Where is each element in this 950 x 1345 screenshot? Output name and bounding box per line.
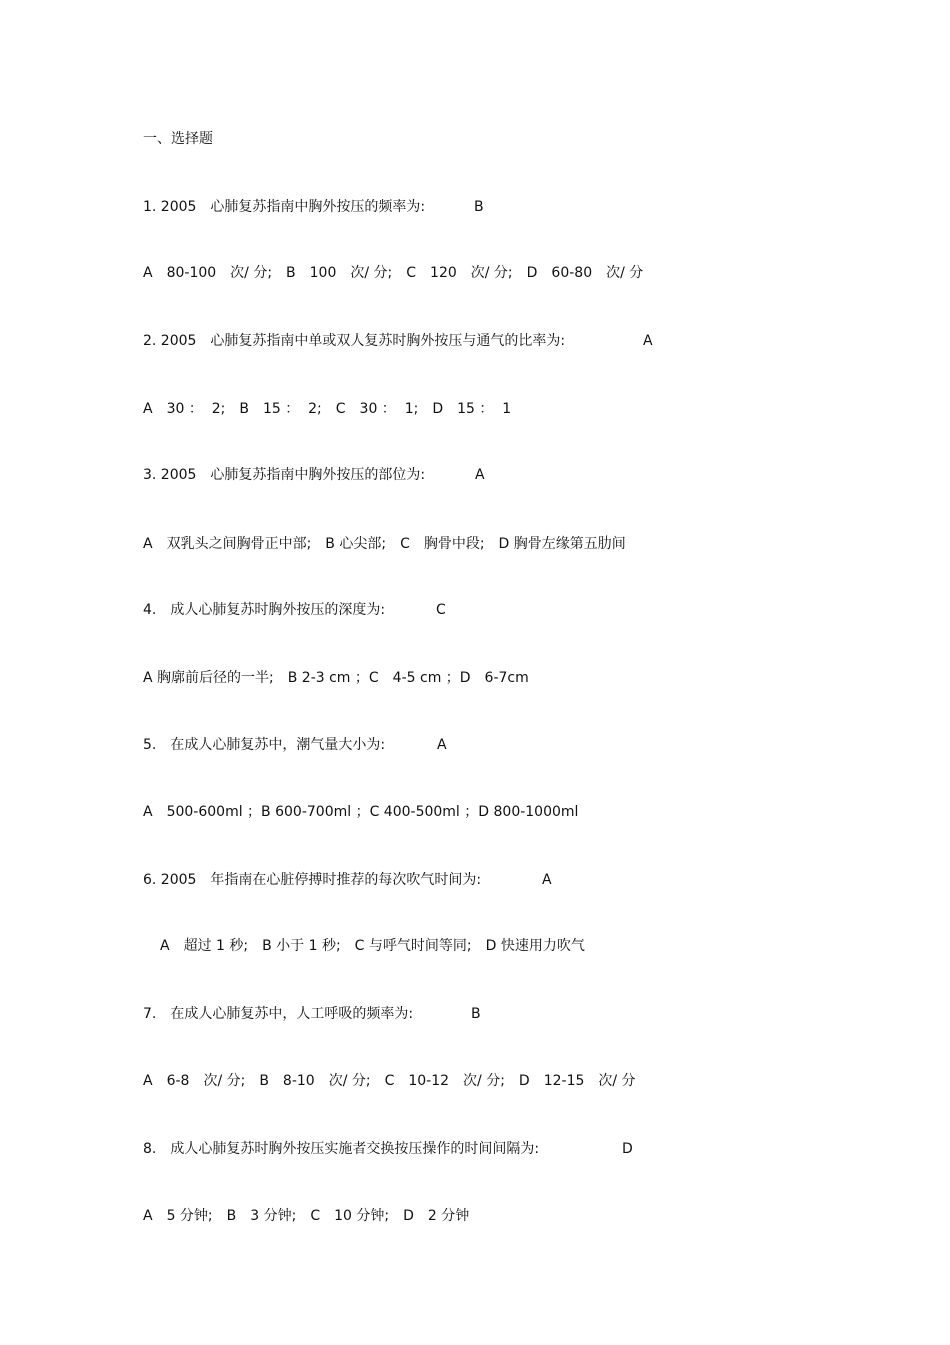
section-title: 一、选择题 [143, 131, 213, 147]
question-3-stem: 3. 2005 心肺复苏指南中胸外按压的部位为: [143, 467, 426, 483]
question-1-answer: B [474, 199, 484, 215]
question-7-answer: B [471, 1006, 481, 1022]
question-7-options: A 6-8 次/ 分; B 8-10 次/ 分; C 10-12 次/ 分; D 12-15 次/ 分 [143, 1073, 636, 1089]
question-2-answer: A [643, 333, 653, 349]
question-1-options: A 80-100 次/ 分; B 100 次/ 分; C 120 次/ 分; D 60-80 次/ 分 [143, 265, 644, 281]
question-4-options: A 胸廓前后径的一半; B 2-3 cm ；C 4-5 cm ；D 6-7cm [143, 670, 529, 686]
question-8-stem: 8. 成人心肺复苏时胸外按压实施者交换按压操作的时间间隔为: [143, 1141, 540, 1157]
question-4-answer: C [436, 602, 446, 618]
question-7-stem: 7. 在成人心肺复苏中，人工呼吸的频率为: [143, 1006, 414, 1022]
question-2-options: A 30 ： 2; B 15 ： 2; C 30 ： 1; D 15 ： 1 [143, 401, 512, 417]
question-6-stem: 6. 2005 年指南在心脏停搏时推荐的每次吹气时间为: [143, 872, 482, 888]
question-5-options: A 500-600ml ；B 600-700ml ；C 400-500ml ；D 800-1000ml [143, 804, 579, 820]
question-8-options: A 5 分钟; B 3 分钟; C 10 分钟; D 2 分钟 [143, 1208, 470, 1224]
question-3-options: A 双乳头之间胸骨正中部; B 心尖部; C 胸骨中段; D 胸骨左缘第五肋间 [143, 536, 626, 552]
question-3-answer: A [475, 467, 485, 483]
question-6-answer: A [542, 872, 552, 888]
question-5-stem: 5. 在成人心肺复苏中，潮气量大小为: [143, 737, 386, 753]
question-1-stem: 1. 2005 心肺复苏指南中胸外按压的频率为: [143, 199, 426, 215]
question-2-stem: 2. 2005 心肺复苏指南中单或双人复苏时胸外按压与通气的比率为: [143, 333, 566, 349]
question-8-answer: D [622, 1141, 633, 1157]
question-6-options: A 超过 1 秒; B 小于 1 秒; C 与呼气时间等同; D 快速用力吹气 [160, 938, 585, 954]
question-4-stem: 4. 成人心肺复苏时胸外按压的深度为: [143, 602, 386, 618]
question-5-answer: A [437, 737, 447, 753]
